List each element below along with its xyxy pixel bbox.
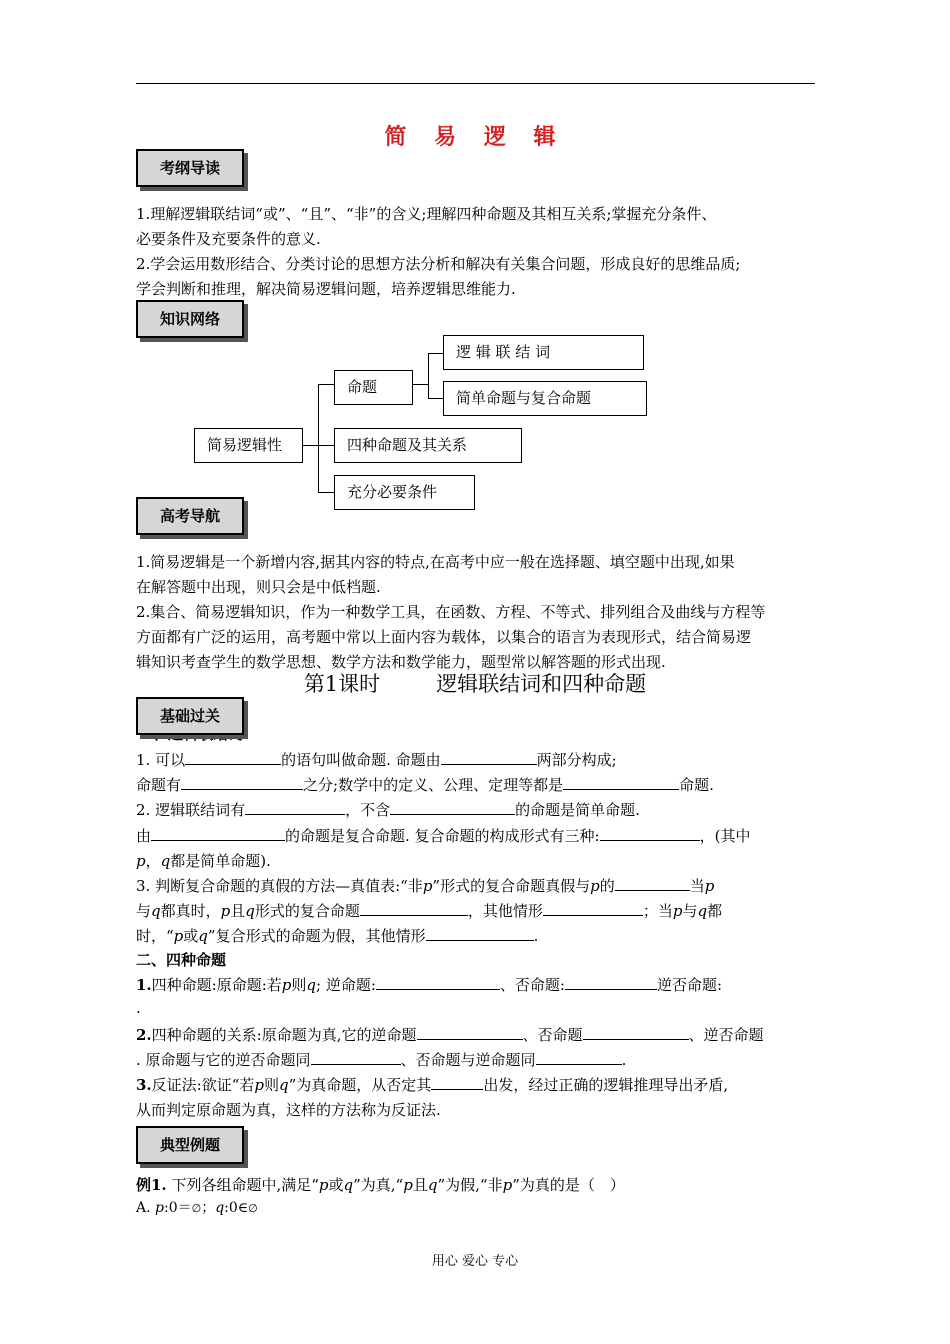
section-tag-gaokao: 高考导航: [136, 497, 244, 535]
connector: [413, 384, 429, 385]
example-1-option-a: A. p:0＝∅；q:0∈∅: [136, 1200, 258, 1216]
question-3-line-b: 与q都真时，p且q形式的复合命题 ，其他情形 ；当p与q都: [136, 902, 723, 920]
question-r1-line-b: .: [136, 999, 141, 1017]
section-tag-jichu: 基础过关: [136, 697, 244, 735]
question-2-line-c: p，q都是简单命题).: [136, 852, 271, 870]
gaokao-line-3: 2.集合、简易逻辑知识，作为一种数学工具，在函数、方程、不等式、排列组合及曲线与方程等: [136, 603, 766, 621]
kaogang-line-1: 1.理解逻辑联结词“或”、“且”、“非”的含义;理解四种命题及其相互关系;掌握充分条件、: [136, 205, 717, 223]
network-jiandan-box: 简单命题与复合命题: [443, 381, 647, 416]
question-1-line-b: 命题有 之分;数学中的定义、公理、定理等都是 命题.: [136, 776, 714, 794]
kaogang-line-3: 2.学会运用数形结合、分类讨论的思想方法分析和解决有关集合问题，形成良好的思维品质;: [136, 255, 741, 273]
lesson-title: [0, 668, 950, 698]
question-r3-line-a: 3.反证法:欲证“若p则q”为真命题，从否定其 出发，经过正确的逻辑推理导出矛盾,: [136, 1076, 729, 1094]
top-rule: [136, 83, 815, 84]
gaokao-line-1: 1.简易逻辑是一个新增内容,据其内容的特点,在高考中应一般在选择题、填空题中出现,如果: [136, 553, 735, 571]
section-tag-zhishi: 知识网络: [136, 300, 244, 338]
connector: [318, 492, 334, 493]
kaogang-line-4: 学会判断和推理，解决简易逻辑问题，培养逻辑思维能力.: [136, 280, 516, 298]
connector: [318, 384, 319, 493]
page-footer: 用心 爱心 专心: [431, 1254, 519, 1269]
lesson-name: 逻辑联结词和四种命题: [436, 672, 647, 696]
connector: [428, 353, 444, 354]
question-r3-line-b: 从而判定原命题为真，这样的方法称为反证法.: [136, 1101, 441, 1119]
question-r1-line-a: 1.四种命题:原命题:若p则q; 逆命题: 、否命题: 逆否命题:: [136, 976, 723, 994]
kaogang-line-2: 必要条件及充要条件的意义.: [136, 230, 321, 248]
question-3-line-a: 3. 判断复合命题的真假的方法—真值表:“非p”形式的复合命题真假与p的 当p: [136, 877, 715, 895]
question-r2-line-b: . 原命题与它的逆否命题同 、否命题与逆命题同 .: [136, 1051, 627, 1069]
subheading-sizhong: 二、四种命题: [136, 951, 227, 969]
gaokao-line-4: 方面都有广泛的运用，高考题中常以上面内容为载体，以集合的语言为表现形式，结合简易逻: [136, 628, 752, 646]
lesson-number: 第1课时: [303, 672, 381, 696]
question-1-line-a: 1. 可以 的语句叫做命题. 命题由 两部分构成;: [136, 751, 617, 769]
section-tag-dianxing: 典型例题: [136, 1126, 244, 1164]
connector: [428, 398, 444, 399]
network-root-box: 简易逻辑性: [194, 428, 303, 463]
gaokao-line-2: 在解答题中出现，则只会是中低档题.: [136, 578, 381, 596]
network-lianjieci-box: 逻 辑 联 结 词: [443, 335, 644, 370]
question-3-line-c: 时，“p或q”复合形式的命题为假，其他情形 .: [136, 927, 539, 945]
connector: [318, 445, 334, 446]
question-r2-line-a: 2.四种命题的关系:原命题为真,它的逆命题 、否命题 、逆否命题: [136, 1026, 764, 1044]
connector: [303, 445, 319, 446]
connector: [428, 353, 429, 399]
network-mingti-box: 命题: [334, 370, 413, 405]
section-tag-kaogang: 考纲导读: [136, 149, 244, 187]
question-2-line-a: 2. 逻辑联结词有 ，不含 的命题是简单命题.: [136, 801, 640, 819]
page-title: 简 易 逻 辑: [384, 125, 566, 150]
example-1-stem: 例1. 下列各组命题中,满足“p或q”为真,“p且q”为假,“非p”为真的是（ ）: [136, 1176, 625, 1194]
gaokao-line-5: 辑知识考查学生的数学思想、数学方法和数学能力，题型常以解答题的形式出现.: [136, 653, 666, 671]
question-2-line-b: 由 的命题是复合命题. 复合命题的构成形式有三种: ，(其中: [136, 827, 751, 845]
connector: [318, 384, 334, 385]
network-chongfen-box: 充分必要条件: [334, 475, 475, 510]
network-sizhong-box: 四种命题及其关系: [334, 428, 522, 463]
